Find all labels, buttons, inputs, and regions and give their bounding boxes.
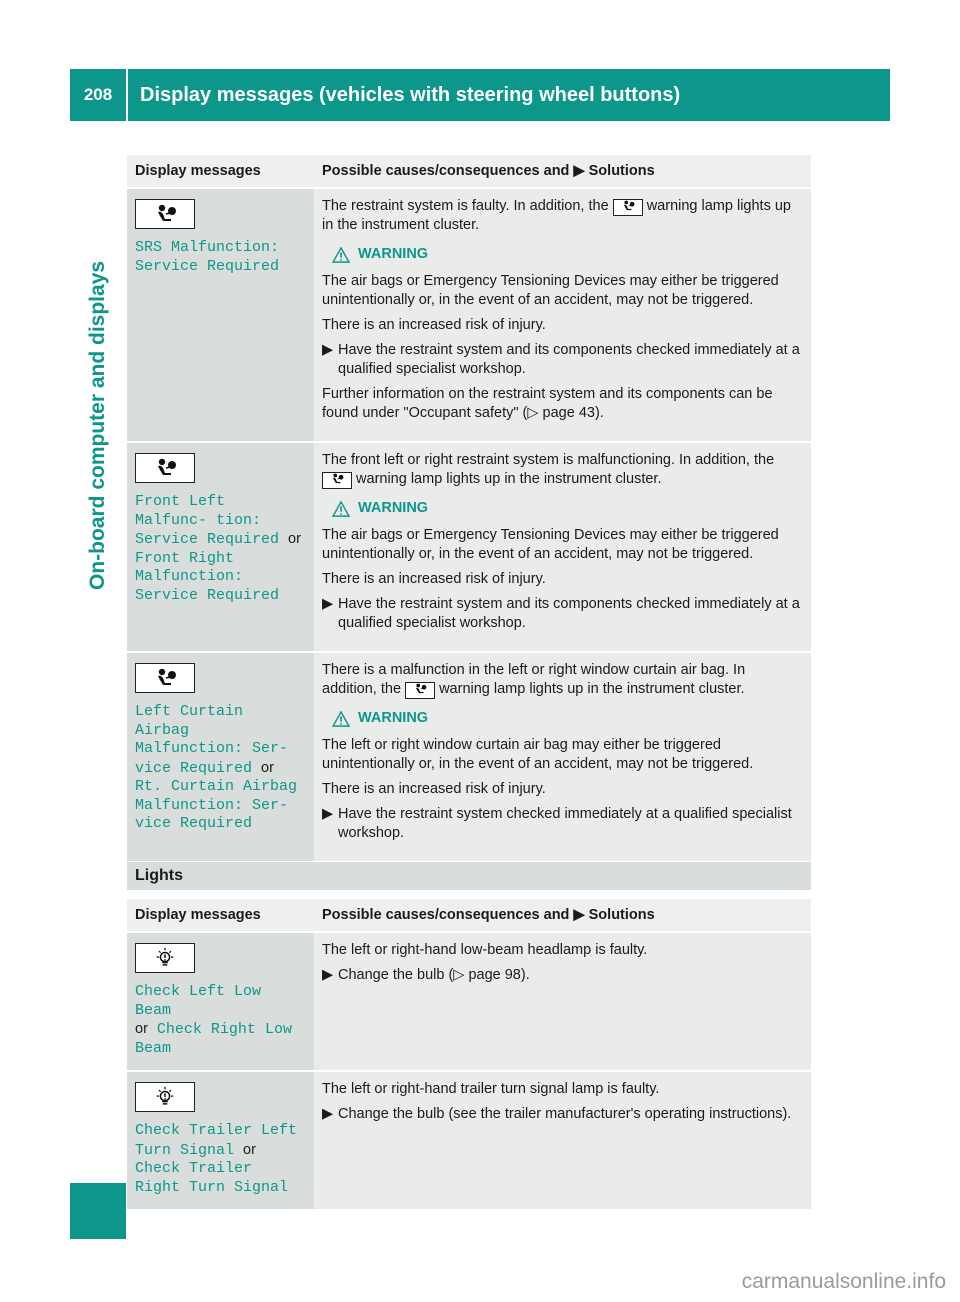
warning-text: The air bags or Emergency Tensioning Devices may either be triggered unintentionally or, in the event of an accident, may not be triggered. — [322, 273, 779, 308]
table-row — [127, 1072, 811, 1211]
column-header-display-messages: Display messages — [127, 899, 314, 933]
warning-label: WARNING — [332, 245, 803, 264]
display-message-text: Check Left Low Beam or Check Right Low Beam — [135, 983, 292, 1057]
display-message-cell — [127, 189, 314, 443]
solution-arrow-icon: ▶ — [322, 342, 334, 358]
cause-text: The restraint system is faulty. In addition, the warning lamp lights up in the instrument cluster. — [322, 198, 791, 233]
causes-cell — [314, 1072, 811, 1211]
column-header-text: Possible causes/consequences and — [322, 906, 570, 923]
solution-arrow-icon: ▶ — [573, 906, 585, 923]
causes-cell — [314, 443, 811, 653]
warning-triangle-icon — [332, 711, 350, 727]
warning-text: The left or right window curtain air bag may either be triggered unintentionally or, in the event of an accident, may not be triggered. — [322, 737, 754, 772]
solution-arrow-icon: ▶ — [322, 596, 334, 612]
solution-step: ▶ Change the bulb (▷ page 98). — [322, 967, 530, 983]
airbag-warning-icon — [135, 199, 195, 229]
warning-triangle-icon — [332, 247, 350, 263]
column-header-causes — [314, 155, 811, 189]
display-message-cell — [127, 443, 314, 653]
cause-text: The left or right-hand trailer turn signal lamp is faulty. — [322, 1081, 660, 1097]
solution-step: ▶ Change the bulb (see the trailer manufacturer's operating instructions). — [322, 1106, 792, 1122]
cause-text: The left or right-hand low-beam headlamp is faulty. — [322, 942, 648, 958]
reference-text: Further information on the restraint system and its components can be found under "Occupant safety" (▷ page 43). — [322, 386, 773, 421]
solution-step: ▶ Have the restraint system checked immediately at a qualified specialist workshop. — [322, 806, 792, 841]
risk-text: There is an increased risk of injury. — [322, 317, 546, 333]
airbag-warning-icon — [613, 199, 643, 216]
display-message-text: Check Trailer Left Turn Signal or Check Trailer Right Turn Signal — [135, 1122, 298, 1196]
solution-step: ▶ Have the restraint system and its components checked immediately at a qualified specialist workshop. — [322, 596, 800, 631]
table-row — [127, 653, 811, 863]
display-message-text: Left Curtain Airbag Malfunction: Ser- vice Required or Rt. Curtain Airbag Malfunction: Ser- vice Required — [135, 703, 298, 832]
airbag-warning-icon — [322, 472, 352, 489]
bulb-fault-icon — [135, 943, 195, 973]
solution-step: ▶ Have the restraint system and its components checked immediately at a qualified specialist workshop. — [322, 342, 800, 377]
lights-messages-table — [127, 899, 811, 1211]
table-row — [127, 189, 811, 443]
table-row — [127, 443, 811, 653]
causes-cell — [314, 653, 811, 863]
column-header-solutions: Solutions — [588, 906, 655, 923]
display-message-text: SRS Malfunction: Service Required — [135, 239, 280, 275]
display-message-cell — [127, 933, 314, 1072]
section-heading-lights: Lights — [127, 862, 811, 890]
column-header-causes — [314, 899, 811, 933]
watermark: carmanualsonline.info — [741, 1270, 946, 1293]
cause-text: There is a malfunction in the left or right window curtain air bag. In addition, the warning lamp lights up in the instrument cluster. — [322, 662, 746, 697]
warning-label: WARNING — [332, 709, 803, 728]
column-header-display-messages: Display messages — [127, 155, 314, 189]
airbag-warning-icon — [135, 663, 195, 693]
risk-text: There is an increased risk of injury. — [322, 781, 546, 797]
solution-arrow-icon: ▶ — [573, 162, 585, 179]
table-header-row — [127, 899, 811, 933]
causes-cell — [314, 189, 811, 443]
page-title: Display messages (vehicles with steering wheel buttons) — [140, 83, 681, 106]
column-header-text: Possible causes/consequences and — [322, 162, 570, 179]
restraint-messages-table — [127, 155, 811, 863]
causes-cell — [314, 933, 811, 1072]
column-header-solutions: Solutions — [588, 162, 655, 179]
table-row — [127, 933, 811, 1072]
warning-triangle-icon — [332, 501, 350, 517]
solution-arrow-icon: ▶ — [322, 1106, 334, 1122]
bulb-fault-icon — [135, 1082, 195, 1112]
warning-text: The air bags or Emergency Tensioning Devices may either be triggered unintentionally or, in the event of an accident, may not be triggered. — [322, 527, 779, 562]
table-header-row — [127, 155, 811, 189]
airbag-warning-icon — [135, 453, 195, 483]
risk-text: There is an increased risk of injury. — [322, 571, 546, 587]
page-header — [70, 69, 890, 121]
chapter-marker — [70, 1183, 126, 1239]
display-message-cell — [127, 1072, 314, 1211]
cause-text: The front left or right restraint system is malfunctioning. In addition, the warning lamp lights up in the instrument cluster. — [322, 452, 775, 487]
display-message-cell — [127, 653, 314, 863]
page-number: 208 — [83, 85, 113, 104]
solution-arrow-icon: ▶ — [322, 967, 334, 983]
warning-label: WARNING — [332, 499, 803, 518]
display-message-text: Front Left Malfunc- tion: Service Required or Front Right Malfunction: Service Required — [135, 493, 301, 604]
airbag-warning-icon — [405, 682, 435, 699]
solution-arrow-icon: ▶ — [322, 806, 334, 822]
side-chapter-label: On-board computer and displays — [86, 260, 109, 590]
